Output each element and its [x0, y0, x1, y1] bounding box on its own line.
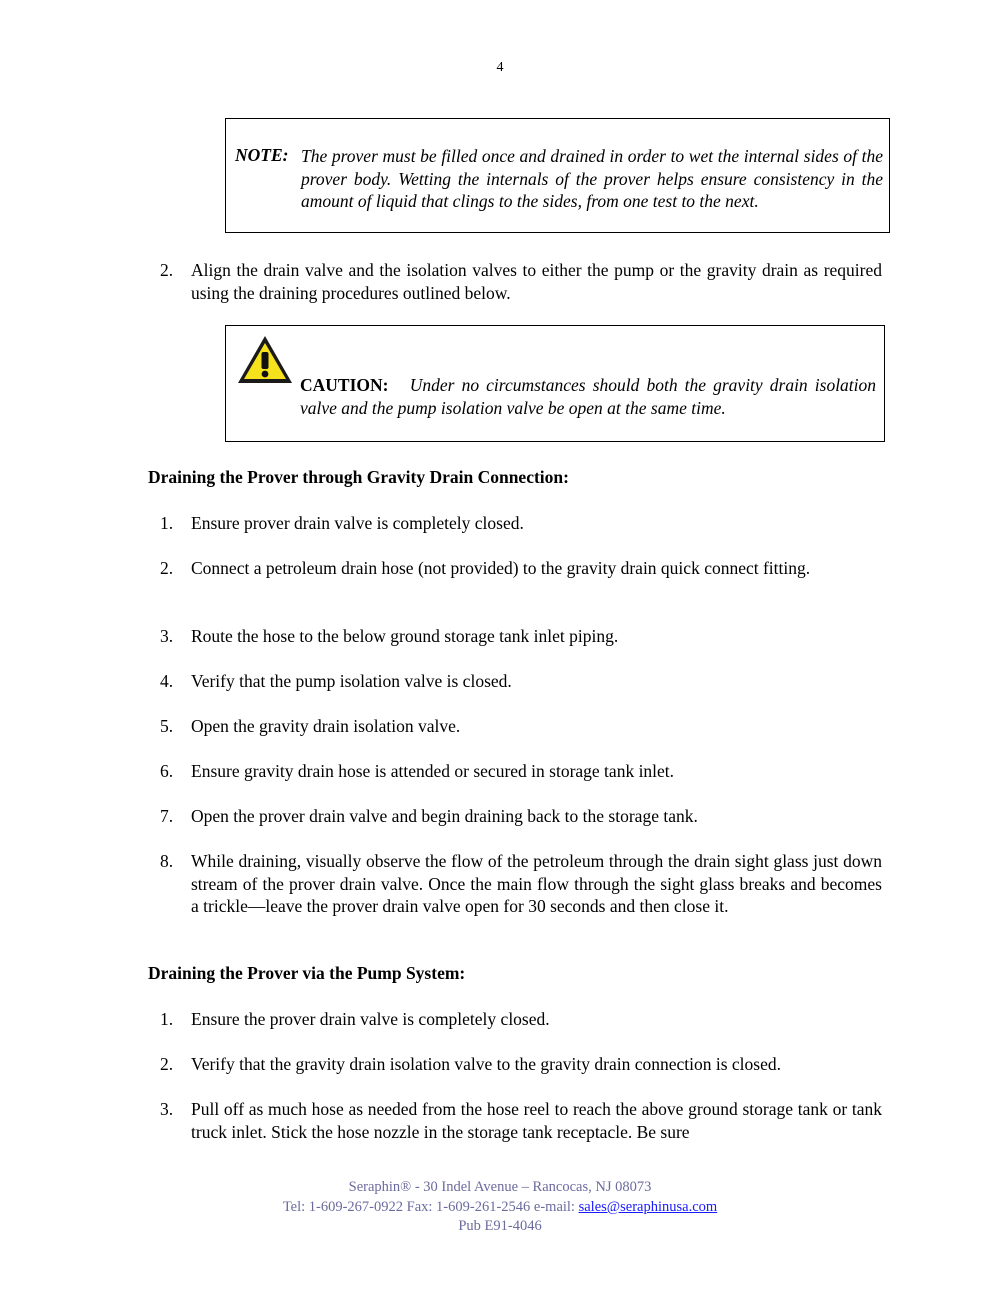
- gravity-item-2: [160, 557, 882, 580]
- list-number: 4.: [160, 671, 174, 691]
- list-text: Verify that the gravity drain isolation valve to the gravity drain connection is closed.: [191, 1054, 781, 1074]
- list-number: 2.: [160, 558, 174, 578]
- caution-text: [300, 374, 876, 419]
- list-text: Ensure prover drain valve is completely closed.: [191, 513, 524, 533]
- list-number: 2.: [160, 1054, 174, 1074]
- caution-box: [225, 325, 885, 442]
- list-text: Ensure the prover drain valve is completely closed.: [191, 1009, 550, 1029]
- list-number: 5.: [160, 716, 174, 736]
- footer-contact: [0, 1198, 1000, 1218]
- gravity-item-7: [160, 805, 882, 828]
- gravity-item-6: [160, 760, 882, 783]
- list-number: 2.: [160, 260, 174, 280]
- gravity-item-1: [160, 512, 882, 535]
- footer-email-link[interactable]: sales@seraphinusa.com: [578, 1198, 718, 1215]
- gravity-section-heading: Draining the Prover through Gravity Drain Connection:: [148, 467, 569, 487]
- list-number: 3.: [160, 626, 174, 646]
- list-number: 8.: [160, 851, 174, 871]
- gravity-item-3: [160, 625, 882, 648]
- footer-phone-fax: Tel: 1-609-267-0922 Fax: 1-609-261-2546 e-mail:: [282, 1198, 579, 1215]
- list-text: Align the drain valve and the isolation valves to either the pump or the gravity drain as required using the draining procedures outlined below.: [191, 260, 882, 303]
- list-text: Connect a petroleum drain hose (not provided) to the gravity drain quick connect fitting.: [191, 558, 811, 578]
- list-number: 1.: [160, 1009, 174, 1029]
- note-text: The prover must be filled once and drained in order to wet the internal sides of the prover body. Wetting the internals of the prover helps ensure consistency in the amount of liquid that clings to the sides, from one test to the next.: [301, 146, 883, 211]
- gravity-item-5: [160, 715, 882, 738]
- footer-address: Seraphin® - 30 Indel Avenue – Rancocas, NJ 08073: [348, 1179, 652, 1195]
- list-number: 3.: [160, 1099, 174, 1119]
- footer-pub-number: Pub E91-4046: [458, 1218, 542, 1234]
- pump-item-1: [160, 1008, 882, 1031]
- list-number: 6.: [160, 761, 174, 781]
- caution-label: CAUTION:: [300, 375, 389, 395]
- caution-body: Under no circumstances should both the gravity drain isolation valve and the pump isolation valve be open at the same time.: [300, 375, 877, 418]
- intro-list-item: [160, 259, 882, 304]
- list-text: Route the hose to the below ground storage tank inlet piping.: [191, 626, 619, 646]
- list-number: 1.: [160, 513, 174, 533]
- note-label: NOTE:: [235, 145, 289, 165]
- pump-item-2: [160, 1053, 882, 1076]
- gravity-item-8: [160, 850, 882, 918]
- list-text: While draining, visually observe the flow of the petroleum through the drain sight glass just down stream of the prover drain valve. Once the main flow through the sight glass breaks and becomes a trickle—leave the prover drain valve open for 30 seconds and then close it.: [191, 851, 882, 916]
- list-text: Open the prover drain valve and begin draining back to the storage tank.: [191, 806, 698, 826]
- list-text: Open the gravity drain isolation valve.: [191, 716, 461, 736]
- list-text: Ensure gravity drain hose is attended or secured in storage tank inlet.: [191, 761, 675, 781]
- list-number: 7.: [160, 806, 174, 826]
- warning-triangle-icon: [236, 334, 294, 386]
- pump-item-3: [160, 1098, 882, 1143]
- note-box: [225, 118, 890, 233]
- page-number: 4: [496, 60, 504, 75]
- pump-section-heading: Draining the Prover via the Pump System:: [148, 963, 466, 983]
- list-text: Verify that the pump isolation valve is closed.: [191, 671, 512, 691]
- gravity-item-4: [160, 670, 882, 693]
- footer: [0, 1178, 1000, 1237]
- list-text: Pull off as much hose as needed from the hose reel to reach the above ground storage tank or tank truck inlet. Stick the hose nozzle in the storage tank receptacle. Be sure: [191, 1099, 882, 1142]
